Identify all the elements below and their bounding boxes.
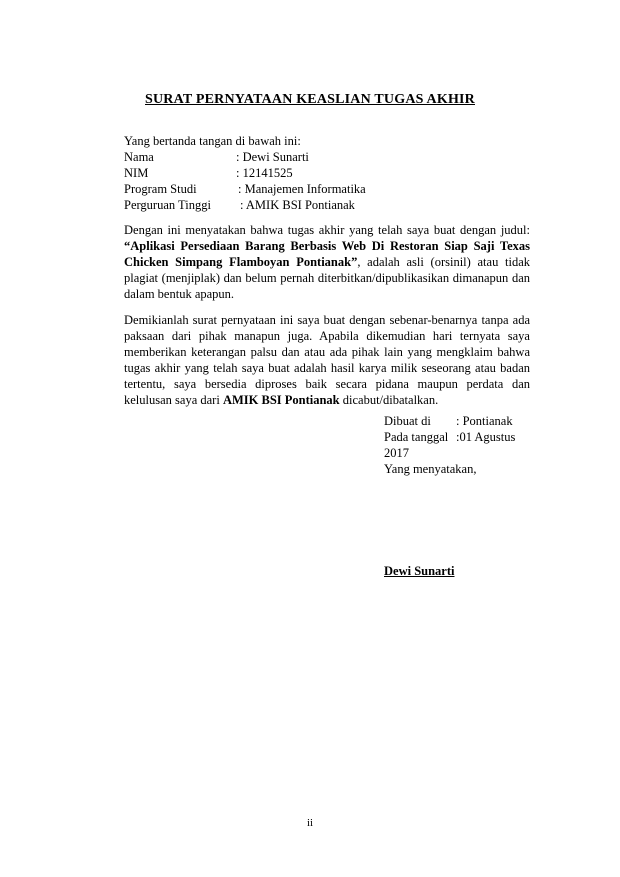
identity-value: : AMIK BSI Pontianak: [240, 198, 355, 212]
intro-text: Yang bertanda tangan di bawah ini:: [124, 134, 301, 148]
statement-closing: Yang menyatakan,: [384, 462, 477, 476]
document-title: SURAT PERNYATAAN KEASLIAN TUGAS AKHIR: [145, 92, 475, 107]
signature-block: [384, 413, 544, 477]
identity-label: Perguruan Tinggi: [124, 198, 211, 212]
page-number: ii: [306, 817, 314, 829]
declaration-paragraph: [124, 222, 530, 302]
identity-value: : 12141525: [236, 166, 293, 180]
statement-paragraph: [124, 312, 530, 408]
identity-row-institution: [124, 197, 530, 213]
identity-label: NIM: [124, 166, 149, 180]
statement-end: dicabut/dibatalkan.: [339, 393, 439, 407]
thesis-title: “Aplikasi Persediaan Barang Berbasis Web Di Restoran Siap Saji Texas Chicken Simpang Flamboyan Pontianak”: [124, 239, 530, 269]
identity-label: Nama: [124, 150, 154, 164]
institution-name: AMIK BSI Pontianak: [222, 393, 340, 407]
identity-label: Program Studi: [124, 182, 197, 196]
identity-block: [124, 133, 530, 213]
place-row: [384, 413, 544, 429]
identity-value: : Dewi Sunarti: [236, 150, 309, 164]
declaration-tail: , adalah asli (orsinil) atau tidak plagiat (menjiplak) dan belum pernah diterbitkan/dipublikasikan dimanapun dan dalam bentuk apapun.: [124, 255, 531, 301]
declaration-lead: Dengan ini menyatakan bahwa tugas akhir yang telah saya buat dengan judul:: [124, 223, 530, 237]
identity-value: : Manajemen Informatika: [238, 182, 366, 196]
date-value: :01 Agustus: [456, 430, 516, 444]
place-label: Dibuat di: [384, 414, 431, 428]
statement-text: Demikianlah surat pernyataan ini saya buat dengan sebenar-benarnya tanpa ada paksaan dari pihak manapun juga. Apabila dikemudian hari ternyata saya memberikan keterangan palsu dan atau ada pihak lain yang mengklaim bahwa tugas akhir yang telah saya buat adalah hasil karya milik seseorang atau badan tertentu, saya bersedia diproses baik secara pidana maupun perdata dan kelulusan saya dari: [124, 313, 530, 407]
identity-row-program: [124, 181, 530, 197]
date-label: Pada tanggal: [384, 430, 449, 444]
date-row: [384, 429, 544, 445]
identity-row-nim: [124, 165, 530, 181]
signer-name: Dewi Sunarti: [384, 564, 455, 578]
year-text: 2017: [384, 446, 409, 460]
identity-row-name: [124, 149, 530, 165]
place-value: : Pontianak: [456, 414, 513, 428]
